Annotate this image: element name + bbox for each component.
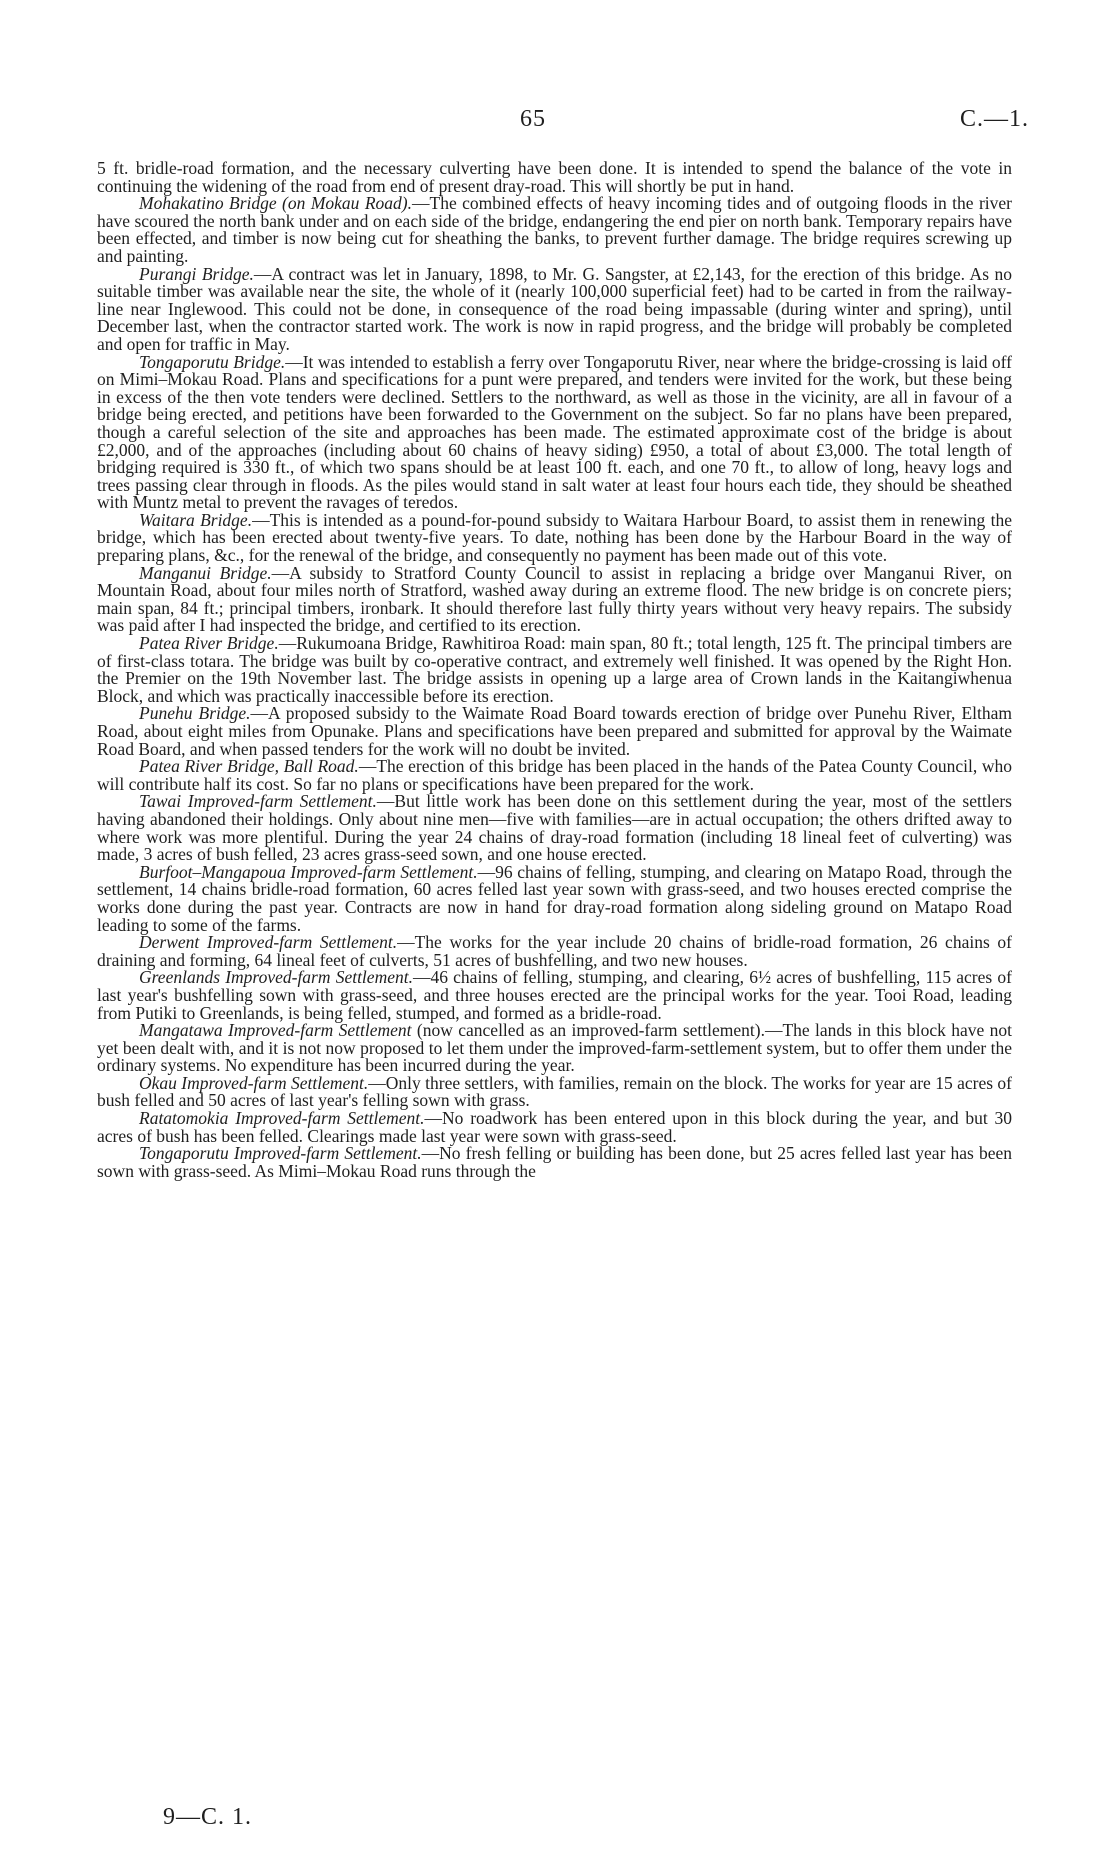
paragraph-text: —It was intended to establish a ferry over Tongaporutu River, near where the bridge-crossing is laid off on Mimi–Mokau Road. Plans and specifications for a punt were prepared, and tenders were invited for the work, but these being in excess of the then vote tenders were declined. Settlers to the northward, as well as those in the vicinity, are all in favour of a bridge being erected, and petitions have been forwarded to the Government on the subject. So far no plans have been prepared, though a careful selection of the site and approaches has been made. The estimated approximate cost of the bridge is about £2,000, and of the approaches (including about 60 chains of heavy siding) £950, a total of about £3,000. The total length of bridging required is 330 ft., of which two spans should be at least 100 ft. each, and one 70 ft., to allow of long, heavy logs and trees passing clear through in floods. As the piles would stand in salt water at least four hours each tide, they should be sheathed with Muntz metal to prevent the ravages of teredos.	[97, 351, 1012, 513]
paragraph-title: Purangi Bridge.	[139, 263, 254, 284]
paragraph	[97, 969, 1012, 1022]
paragraph-text: —46 chains of felling, stumping, and clearing, 6½ acres of bushfelling, 115 acres of last year's bushfelling sown with grass-seed, and three houses erected are the principal works for the year. Tooi Road, leading from Putiki to Greenlands, is being felled, stumped, and formed as a bridle-road.	[97, 967, 1012, 1023]
document-reference: C.—1.	[960, 106, 1030, 132]
paragraph	[97, 263, 1012, 354]
paragraph-text: (now cancelled as an improved-farm settlement).—The lands in this block have not yet been dealt with, and it is not now proposed to let them under the improved-farm-settlement system, but to offer them under the ordinary systems. No expenditure has been incurred during the year.	[97, 1020, 1012, 1076]
paragraph	[97, 509, 1012, 566]
paragraph-text: —The erection of this bridge has been placed in the hands of the Patea County Council, who will contribute half its cost. So far no plans or specifications have been prepared for the work.	[97, 756, 1013, 794]
paragraph-text: —96 chains of felling, stumping, and clearing on Matapo Road, through the settlement, 14 chains bridle-road formation, 60 acres felled last year sown with grass-seed, and two houses erected comprise the works done during the past year. Contracts are now in hand for dray-road formation along sideling ground on Matapo Road leading to some of the farms.	[97, 861, 1012, 935]
paragraph-text: —The works for the year include 20 chains of bridle-road formation, 26 chains of draining and forming, 64 lineal feet of culverts, 51 acres of bushfelling, and two new houses.	[97, 932, 1012, 970]
paragraph-title: Mangatawa Improved-farm Settlement	[139, 1020, 412, 1041]
paragraph-text: —No fresh felling or building has been done, but 25 acres felled last year has been sown with grass-seed. As Mimi–Mokau Road runs through the	[97, 1143, 1012, 1181]
paragraph-title: Tawai Improved-farm Settlement.	[139, 791, 377, 812]
paragraph-title: Tongaporutu Bridge.	[139, 351, 286, 372]
paragraph-title: Patea River Bridge, Ball Road.	[139, 756, 359, 777]
paragraph-title: Okau Improved-farm Settlement.	[139, 1072, 369, 1093]
paragraph	[97, 351, 1012, 513]
paragraph	[97, 758, 1012, 793]
paragraph	[97, 1110, 1012, 1145]
paragraph	[97, 861, 1012, 935]
paragraph	[97, 195, 1012, 265]
paragraph	[97, 1072, 1013, 1111]
paragraph-title: Patea River Bridge.	[139, 633, 279, 654]
paragraph-text: —This is intended as a pound-for-pound subsidy to Waitara Harbour Board, to assist them in renewing the bridge, which has been erected about twenty-five years. To date, nothing has been done by the Harbour Board in the way of preparing plans, &c., for the renewal of the bridge, and consequently no payment has been made out of this vote.	[97, 509, 1012, 566]
paragraph-title: Tongaporutu Improved-farm Settlement.	[139, 1143, 422, 1164]
paragraph	[97, 705, 1012, 758]
paragraph-text: —A subsidy to Stratford County Council to assist in replacing a bridge over Manganui River, on Mountain Road, about four miles north of Stratford, washed away during an extreme flood. The new bridge is on concrete piers; main span, 84 ft.; principal timbers, ironbark. It should therefore last fully thirty years without very heavy repairs. The subsidy was paid after I had inspected the bridge, and certified to its erection.	[97, 562, 1012, 636]
sheet-signature: 9—C. 1.	[163, 1804, 253, 1830]
paragraph-text: —Rukumoana Bridge, Rawhitiroa Road: main span, 80 ft.; total length, 125 ft. The principal timbers are of first-class totara. The bridge was built by co-operative contract, and extremely well finished. It was opened by the Right Hon. the Premier on the 19th November last. The bridge assists in opening up a large area of Crown lands in the Kaitangiwhenua Block, and which was practically inaccessible before its erection.	[97, 633, 1012, 706]
paragraph	[97, 562, 1012, 636]
paragraph-text: —Only three settlers, with families, remain on the block. The works for year are 15 acres of bush felled and 50 acres of last year's felling sown with grass.	[97, 1072, 1013, 1111]
paragraph	[97, 160, 1012, 195]
paragraph-title: Punehu Bridge.	[139, 703, 251, 724]
paragraph-title: Manganui Bridge.	[139, 562, 272, 583]
paragraph-title: Greenlands Improved-farm Settlement.	[139, 967, 413, 988]
paragraph-title: Mohakatino Bridge (on Mokau Road).	[139, 193, 412, 214]
paragraph-title: Derwent Improved-farm Settlement.	[139, 932, 398, 953]
paragraph-text: —A proposed subsidy to the Waimate Road Board towards erection of bridge over Punehu River, Eltham Road, about eight miles from Opunake. Plans and specifications have been prepared and submitted for approval by the Waimate Road Board, and when passed tenders for the work will no doubt be invited.	[97, 703, 1012, 759]
paragraph	[97, 1022, 1012, 1075]
body-text	[97, 160, 1012, 1180]
paragraph-text: —But little work has been done on this settlement during the year, most of the settlers having abandoned their holdings. Only about nine men—five with families—are in actual occupation; the others drifted away to where work was more plentiful. During the year 24 chains of dray-road formation (including 18 lineal feet of culverting) was made, 3 acres of bush felled, 23 acres grass-seed sown, and one house erected.	[97, 791, 1012, 865]
paragraph	[97, 793, 1012, 863]
paragraph-title: Burfoot–Mangapoua Improved-farm Settlement.	[139, 861, 478, 882]
paragraph	[97, 1145, 1012, 1180]
paragraph-title: Waitara Bridge.	[139, 509, 253, 530]
paragraph-text: —The combined effects of heavy incoming tides and of outgoing floods in the river have scoured the north bank under and on each side of the bridge, endangering the end pier on north bank. Temporary repairs have been effected, and timber is now being cut for sheathing the banks, to prevent further damage. The bridge requires screwing up and painting.	[97, 193, 1012, 266]
paragraph-title: Ratatomokia Improved-farm Settlement.	[139, 1108, 425, 1129]
page-number: 65	[520, 106, 546, 132]
paragraph-text: —No roadwork has been entered upon in this block during the year, and but 30 acres of bush has been felled. Clearings made last year were sown with grass-seed.	[97, 1108, 1012, 1146]
paragraph-text: 5 ft. bridle-road formation, and the necessary culverting have been done. It is intended to spend the balance of the vote in continuing the widening of the road from end of present dray-road. This will shortly be put in hand.	[97, 158, 1012, 196]
paragraph	[97, 635, 1012, 705]
paragraph	[97, 934, 1012, 969]
paragraph-text: —A contract was let in January, 1898, to Mr. G. Sangster, at £2,143, for the erection of this bridge. As no suitable timber was available near the site, the whole of it (nearly 100,000 superficial feet) had to be carted in from the railway-line near Inglewood. This could not be done, in consequence of the road being impassable (during winter and spring), until December last, when the contractor started work. The work is now in rapid progress, and the bridge will probably be completed and open for traffic in May.	[97, 263, 1012, 354]
